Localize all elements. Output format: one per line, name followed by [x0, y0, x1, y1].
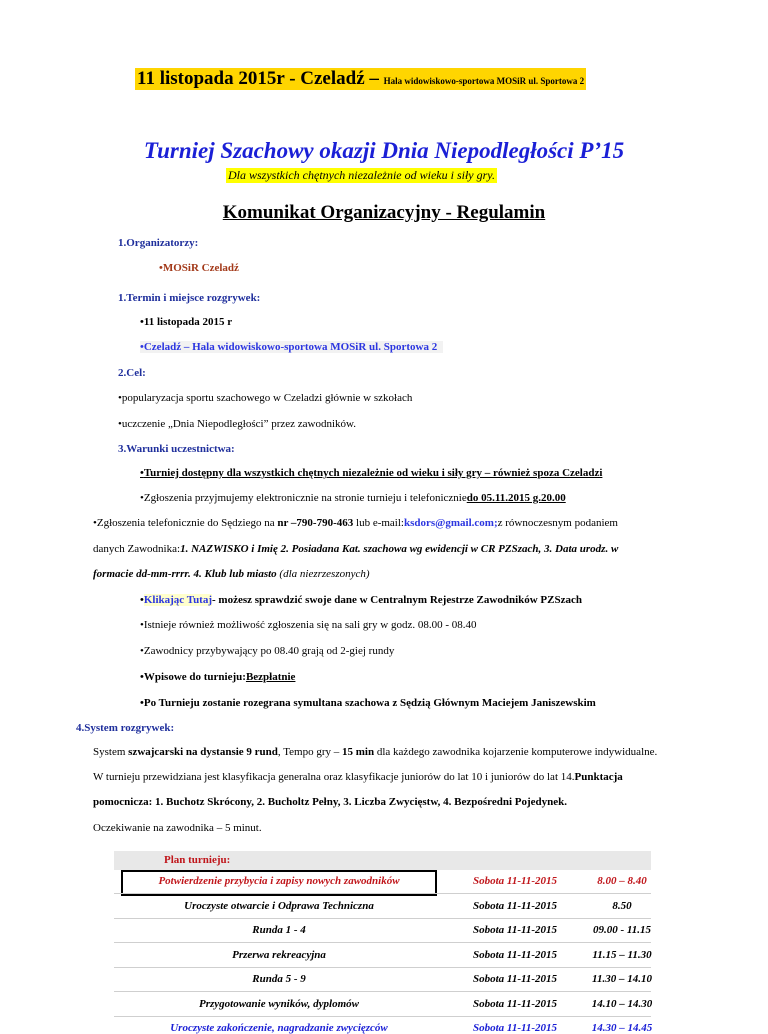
section-conditions-heading: 3.Warunki uczestnictwa:	[118, 443, 235, 455]
plan-day: Sobota 11-11-2015	[473, 973, 558, 985]
goal-item-2: •uczczenie „Dnia Niepodległości” przez zawodników.	[118, 418, 357, 430]
plan-event: Runda 5 - 9	[252, 973, 306, 985]
date-item: •11 listopada 2015 r	[140, 316, 233, 328]
plan-event: Przerwa rekreacyjna	[232, 948, 326, 961]
plan-day: Sobota 11-11-2015	[473, 875, 558, 887]
plan-event: Potwierdzenie przybycia i zapisy nowych zawodników	[158, 875, 400, 887]
email-link[interactable]: ksdors@gmail.com;	[403, 517, 498, 529]
section-system-heading: 4.System rozgrywek:	[76, 722, 175, 734]
date-banner	[135, 68, 586, 90]
plan-time: 8.00 – 8.40	[597, 875, 647, 887]
conditions-item-5: •Istnieje również możliwość zgłoszenia się na sali gry w godz. 08.00 - 08.40	[140, 619, 477, 631]
plan-label: Plan turnieju:	[164, 854, 231, 866]
plan-event: Runda 1 - 4	[252, 924, 306, 936]
plan-day: Sobota 11-11-2015	[473, 1022, 558, 1034]
plan-time: 11.30 – 14.10	[592, 973, 652, 985]
plan-day: Sobota 11-11-2015	[473, 948, 558, 961]
plan-row-divider	[114, 991, 651, 992]
section-organizers-heading: 1.Organizatorzy:	[118, 237, 199, 249]
plan-day: Sobota 11-11-2015	[473, 899, 558, 912]
plan-row-divider	[114, 942, 651, 943]
goal-item-1: •popularyzacja sportu szachowego w Czeladzi głównie w szkołach	[118, 392, 413, 404]
plan-row-divider	[114, 893, 651, 894]
plan-day: Sobota 11-11-2015	[473, 997, 558, 1010]
page-title: Turniej Szachowy okazji Dnia Niepodległości P’15	[143, 138, 625, 163]
plan-event: Uroczyste zakończenie, nagradzanie zwycięzców	[170, 1022, 388, 1034]
system-paragraph-3: pomocnicza: 1. Buchotz Skrócony, 2. Bucholtz Pełny, 3. Liczba Zwycięstw, 4. Bezpośredni Pojedynek.	[93, 796, 568, 808]
system-paragraph-2: W turnieju przewidziana jest klasyfikacja generalna oraz klasyfikacje juniorów do lat 10 i juniorów do lat 14.Punktacja	[93, 771, 623, 783]
section-date-place-heading: 1.Termin i miejsce rozgrywek:	[118, 292, 261, 304]
plan-time: 09.00 - 11.15	[592, 924, 652, 936]
plan-row-divider	[114, 1016, 651, 1017]
system-paragraph-1: System szwajcarski na dystansie 9 rund, Tempo gry – 15 min dla każdego zawodnika kojarzenie komputerowe indywidualne.	[93, 746, 658, 758]
conditions-item-6: •Zawodnicy przybywający po 08.40 grają od 2-giej rundy	[140, 645, 395, 657]
banner-main: 11 listopada 2015r - Czeladź –	[137, 68, 384, 89]
plan-time: 14.10 – 14.30	[591, 997, 653, 1010]
conditions-item-3-line-2: danych Zawodnika:1. NAZWISKO i Imię 2. Posiadana Kat. szachowa wg ewidencji w CR PZSzach, 3. Data urodz. w	[93, 543, 619, 555]
plan-event: Uroczyste otwarcie i Odprawa Techniczna	[184, 899, 374, 912]
plan-time: 14.30 – 14.45	[591, 1022, 653, 1034]
conditions-item-7: •Wpisowe do turnieju:Bezpłatnie	[140, 671, 296, 683]
conditions-item-2: •Zgłoszenia przyjmujemy elektronicznie na stronie turnieju i telefoniczniedo 05.11.2015 g.20.00	[140, 492, 566, 504]
plan-row-divider	[114, 918, 651, 919]
conditions-item-3: •Zgłoszenia telefonicznie do Sędziego na nr –790-790-463 lub e-mail:ksdors@gmail.com;z równoczesnym podaniem	[93, 517, 618, 529]
plan-time: 11.15 – 11.30	[592, 948, 652, 961]
plan-row-divider	[114, 967, 651, 968]
section-goal-heading: 2.Cel:	[118, 367, 146, 379]
conditions-item-8: •Po Turnieju zostanie rozegrana symultana szachowa z Sędzią Głównym Maciejem Janiszewskim	[140, 697, 596, 709]
plan-day: Sobota 11-11-2015	[473, 924, 558, 936]
page-subtitle: Dla wszystkich chętnych niezależnie od wieku i siły gry.	[228, 168, 495, 182]
banner-venue: Hala widowiskowo-sportowa MOSiR ul. Sportowa 2	[383, 76, 585, 86]
conditions-item-1: •Turniej dostępny dla wszystkich chętnych niezależnie od wieku i siły gry – również spoza Czeladzi	[140, 467, 603, 479]
place-item: •Czeladź – Hala widowiskowo-sportowa MOSiR ul. Sportowa 2	[140, 341, 443, 353]
conditions-item-3-line-3: formacie dd-mm-rrrr. 4. Klub lub miasto (dla niezrzeszonych)	[93, 568, 370, 580]
plan-event: Przygotowanie wyników, dyplomów	[198, 997, 359, 1010]
conditions-item-4: •Klikając Tutaj- możesz sprawdzić swoje dane w Centralnym Rejestrze Zawodników PZSzach	[140, 594, 582, 606]
organizer-item: •MOSiR Czeladź	[159, 262, 239, 274]
plan-time: 8.50	[612, 899, 632, 912]
click-here-link[interactable]: Klikając Tutaj	[143, 594, 213, 606]
system-paragraph-4: Oczekiwanie na zawodnika – 5 minut.	[93, 822, 262, 834]
communique-heading: Komunikat Organizacyjny - Regulamin	[222, 202, 546, 223]
